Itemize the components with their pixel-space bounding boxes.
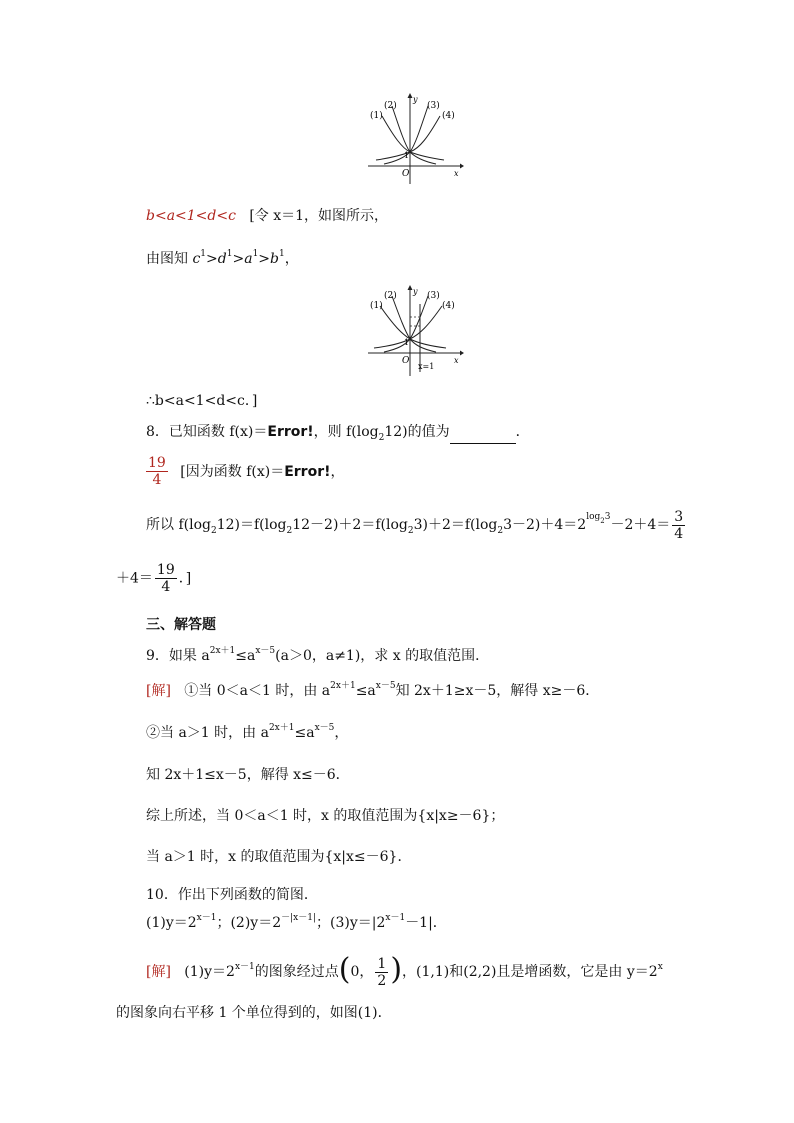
q10-f1-exp: x－1 <box>196 913 217 923</box>
q8-reason <box>180 464 344 480</box>
exponential-graph-1 <box>364 92 464 184</box>
calc-sub-4: 2 <box>497 525 504 536</box>
calc-sub-3: 2 <box>407 525 414 536</box>
q10-solution-line-1: [解] $(1)y=2^{x-1}$的图象经过点(0， $\frac{1}{2}$ )，(1,1)和(2,2)且是增函数，它是由 $y=2^x$ <box>146 952 663 989</box>
y-axis-label: y <box>413 287 418 296</box>
calc-f: －2＋4＝ <box>610 516 671 533</box>
solution-tag: [解] <box>146 964 171 980</box>
curve-label-1: (1) <box>370 301 383 311</box>
q8-sub: 2 <box>378 433 385 443</box>
curve-label-2: (2) <box>384 101 397 111</box>
q10-point-frac <box>375 956 388 989</box>
calc-frac-1 <box>672 509 685 542</box>
vertical-line-label: x=1 <box>418 362 435 371</box>
q10-pt-den: 2 <box>377 972 387 989</box>
curve-label-3: (3) <box>427 291 440 301</box>
calc-exp-log: log <box>586 511 601 522</box>
q7-explain-2-pre: 由图知 <box>146 251 193 267</box>
calc-d: 3)＋2＝f(log <box>413 516 498 533</box>
q10-point-a: 0， <box>350 964 374 980</box>
q9-summary-1: 综上所述，当 0＜a＜1 时，x 的取值范围为{x|x≥－6}； <box>146 808 505 824</box>
q8-answer-num: 19 <box>148 455 166 471</box>
origin-label: O <box>402 356 410 366</box>
frac2-num: 19 <box>156 562 175 578</box>
q9-exp2: x－5 <box>255 646 276 656</box>
q9-end: (a＞0，a≠1)，求 x 的取值范围． <box>275 648 490 664</box>
calc-a: 所以 f(log <box>146 516 211 533</box>
calc-sub-1: 2 <box>210 525 217 536</box>
frac1-den: 4 <box>674 526 684 542</box>
q9-c1-a: ①当 0＜a＜1 时，由 a <box>184 683 331 699</box>
q9-c2-e1: 2x＋1 <box>268 723 295 733</box>
one-label: 1 <box>404 338 410 347</box>
q10-f2: ；(2)y＝2 <box>216 915 282 931</box>
q8-answer-den: 4 <box>152 472 162 488</box>
q10-statement: 10．作出下列函数的简图． <box>146 887 318 903</box>
q9-case-1 <box>146 681 599 703</box>
q7-answer: b<a<1<d<c <box>146 208 236 224</box>
q9-c1-e2: x－5 <box>375 681 396 691</box>
q10-f1: (1)y＝2 <box>146 915 197 931</box>
q8-error-2: Error! <box>284 463 331 480</box>
q10-s1-b: 的图象经过点 <box>254 964 339 980</box>
q8-number: 8． <box>146 424 169 440</box>
q8-reason-a: [因为函数 f(x)＝ <box>180 463 285 480</box>
q9-summary-2: 当 a＞1 时，x 的取值范围为{x|x≤－6}． <box>146 849 412 865</box>
q9-mid: ≤a <box>235 648 256 664</box>
calc-sub-2: 2 <box>286 525 293 536</box>
q8-calc-line-2 <box>116 562 191 595</box>
q10-solution-line-2: 的图象向右平移 1 个单位得到的，如图(1)． <box>116 1005 392 1021</box>
q9-case-2 <box>146 723 348 745</box>
q9-c2-c: ， <box>334 725 349 741</box>
answer-blank[interactable] <box>450 429 516 444</box>
q8-answer-line <box>144 455 344 488</box>
q10-f3: ；(3)y＝|2 <box>316 915 386 931</box>
curve-label-2: (2) <box>384 291 397 301</box>
q10-s1-exp2: x <box>657 962 663 972</box>
frac1-num: 3 <box>674 509 684 525</box>
one-label: 1 <box>404 151 410 160</box>
curve-label-4: (4) <box>442 111 455 121</box>
q8-text-a: 已知函数 f(x)＝ <box>168 424 268 440</box>
frac2-den: 4 <box>161 579 171 595</box>
section-heading: 三、解答题 <box>146 617 216 633</box>
exponential-graph-2 <box>364 284 464 376</box>
curve-label-1: (1) <box>370 111 383 121</box>
q9-exp1: 2x＋1 <box>209 646 236 656</box>
calc-g: ＋4＝ <box>116 570 153 587</box>
curve-label-4: (4) <box>442 301 455 311</box>
q9-statement <box>146 646 489 668</box>
curve-label-3: (3) <box>427 101 440 111</box>
q9-c1-b: ≤a <box>355 683 376 699</box>
q8-end: ． <box>515 424 530 440</box>
q8-error-1: Error! <box>267 424 314 440</box>
origin-label: O <box>402 169 410 179</box>
q7-conclusion: ∴b<a<1<d<c．] <box>146 393 258 409</box>
calc-exp-sub: 2 <box>600 516 605 525</box>
q9-c2-b: ≤a <box>294 725 315 741</box>
q10-s1-exp: x－1 <box>234 962 255 972</box>
x-axis-label: x <box>454 356 459 365</box>
q8-statement <box>146 422 530 444</box>
q9-c1-c: 知 2x＋1≥x－5，解得 x≥－6． <box>395 683 600 699</box>
q10-f3-exp: x－1 <box>385 913 406 923</box>
q10-pt-num: 1 <box>377 955 387 972</box>
calc-h: ．] <box>178 570 192 587</box>
q10-functions <box>146 913 447 935</box>
q9-case-2-result: 知 2x＋1≤x－5，解得 x≤－6． <box>146 767 350 783</box>
y-axis-label: y <box>413 95 418 104</box>
q7-explain-2: 由图知 $c^1>d^1>a^1>b^1$， <box>146 249 299 267</box>
calc-b: 12)＝f(log <box>216 516 287 533</box>
q8-calc-line-1 <box>146 509 687 542</box>
q10-f2-exp: －|x－1| <box>281 913 316 923</box>
q10-s1-a: (1)y＝2 <box>184 964 235 980</box>
q9-c1-e1: 2x＋1 <box>330 681 356 691</box>
calc-e: 3－2)＋4＝2 <box>503 516 587 533</box>
calc-exp-3: 3 <box>604 511 611 522</box>
q9-c2-a: ②当 a＞1 时，由 a <box>146 725 269 741</box>
q10-s1-c: ，(1,1)和(2,2)且是增函数，它是由 y＝2 <box>402 964 658 980</box>
solution-tag: [解] <box>146 683 171 699</box>
q8-text-c: 12)的值为 <box>384 424 450 440</box>
calc-c: 12－2)＋2＝f(log <box>292 516 408 533</box>
q8-answer-fraction <box>146 455 168 488</box>
x-axis-label: x <box>454 169 459 178</box>
calc-frac-2 <box>155 562 177 595</box>
q8-text-b: ，则 f(log <box>313 424 379 440</box>
q9-c2-e2: x－5 <box>314 723 335 733</box>
q7-explain-1: [令 x＝1，如图所示， <box>249 208 389 224</box>
q9-a: 9．如果 a <box>146 648 210 664</box>
q7-answer-line <box>146 206 388 226</box>
q8-reason-b: ， <box>330 463 345 480</box>
q10-f3-end: －1|． <box>405 915 447 931</box>
